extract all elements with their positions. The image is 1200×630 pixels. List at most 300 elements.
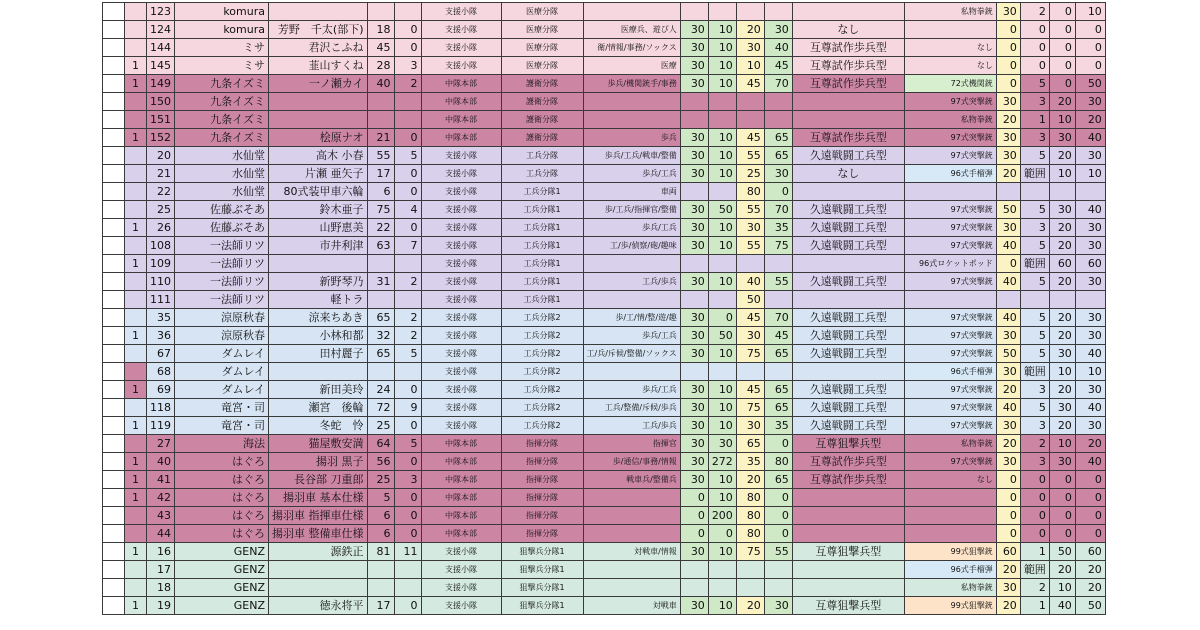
stat-cell[interactable]: 3 — [394, 471, 421, 489]
player-cell[interactable]: ダムレイ — [175, 381, 269, 399]
stat-cell[interactable] — [367, 255, 394, 273]
id-cell[interactable]: 124 — [147, 21, 175, 39]
stat-cell[interactable]: 65 — [367, 345, 394, 363]
id-cell[interactable]: 119 — [147, 417, 175, 435]
margin-cell[interactable] — [103, 291, 125, 309]
body-type-cell[interactable]: 久遠戦闘工兵型 — [792, 273, 904, 291]
stat-green-cell[interactable]: 0 — [764, 489, 792, 507]
squad-cell[interactable]: 指揮分隊 — [501, 453, 583, 471]
role-cell[interactable]: 歩/工兵/指揮官/整備 — [583, 201, 680, 219]
stat-green-cell[interactable] — [708, 561, 736, 579]
weapon-stat-cell[interactable]: 2 — [1020, 3, 1049, 21]
weapon-cell[interactable]: 97式突撃銃 — [904, 417, 996, 435]
weapon-stat-cell[interactable]: 40 — [996, 309, 1020, 327]
weapon-stat-cell[interactable]: 5 — [1020, 399, 1049, 417]
role-cell[interactable]: 工兵/歩兵 — [583, 273, 680, 291]
margin-cell[interactable] — [103, 489, 125, 507]
margin-cell[interactable] — [103, 363, 125, 381]
role-cell[interactable]: 歩兵/工兵 — [583, 327, 680, 345]
platoon-cell[interactable]: 支援小隊 — [421, 543, 501, 561]
stat-green-cell[interactable] — [764, 111, 792, 129]
margin-cell[interactable] — [103, 507, 125, 525]
player-cell[interactable]: 涼原秋春 — [175, 327, 269, 345]
stat-green-cell[interactable]: 30 — [680, 309, 708, 327]
stat-cell[interactable]: 5 — [394, 147, 421, 165]
stat-green-cell[interactable]: 30 — [764, 165, 792, 183]
body-type-cell[interactable] — [792, 507, 904, 525]
weapon-stat-cell[interactable]: 5 — [1020, 327, 1049, 345]
margin-cell[interactable] — [103, 129, 125, 147]
stat-green-cell[interactable]: 10 — [708, 147, 736, 165]
weapon-cell[interactable] — [904, 291, 996, 309]
stat-cell[interactable]: 64 — [367, 435, 394, 453]
role-cell[interactable] — [583, 363, 680, 381]
weapon-cell[interactable]: 99式狙撃銃 — [904, 543, 996, 561]
stat-green-cell[interactable]: 0 — [680, 489, 708, 507]
stat-green-cell[interactable]: 45 — [764, 327, 792, 345]
stat-cell[interactable]: 2 — [394, 273, 421, 291]
stat-cell[interactable]: 0 — [394, 453, 421, 471]
weapon-stat-cell[interactable]: 10 — [1075, 363, 1105, 381]
platoon-cell[interactable]: 支援小隊 — [421, 381, 501, 399]
weapon-stat-cell[interactable]: 20 — [996, 165, 1020, 183]
weapon-stat-cell[interactable]: 50 — [1049, 543, 1075, 561]
flag-cell[interactable]: 1 — [125, 453, 147, 471]
flag-cell[interactable]: 1 — [125, 219, 147, 237]
weapon-stat-cell[interactable]: 30 — [1049, 129, 1075, 147]
stat-cell[interactable]: 5 — [394, 345, 421, 363]
margin-cell[interactable] — [103, 309, 125, 327]
body-type-cell[interactable] — [792, 93, 904, 111]
weapon-stat-cell[interactable]: 範囲 — [1020, 165, 1049, 183]
id-cell[interactable]: 109 — [147, 255, 175, 273]
flag-cell[interactable]: 1 — [125, 327, 147, 345]
weapon-stat-cell[interactable]: 5 — [1020, 75, 1049, 93]
flag-cell[interactable] — [125, 93, 147, 111]
player-cell[interactable]: はぐろ — [175, 489, 269, 507]
role-cell[interactable]: 対戦車/情報 — [583, 543, 680, 561]
weapon-stat-cell[interactable]: 10 — [1049, 111, 1075, 129]
weapon-stat-cell[interactable]: 3 — [1020, 417, 1049, 435]
stat-yellow-cell[interactable]: 40 — [736, 273, 764, 291]
weapon-stat-cell[interactable]: 0 — [1020, 471, 1049, 489]
platoon-cell[interactable]: 中隊本部 — [421, 489, 501, 507]
weapon-cell[interactable]: 97式突撃銃 — [904, 147, 996, 165]
player-cell[interactable]: komura — [175, 3, 269, 21]
character-name-cell[interactable]: 冬蛇 怜 — [269, 417, 368, 435]
squad-cell[interactable]: 工兵分隊2 — [501, 309, 583, 327]
body-type-cell[interactable]: 互尊試作歩兵型 — [792, 129, 904, 147]
body-type-cell[interactable]: 久遠戦闘工兵型 — [792, 417, 904, 435]
player-cell[interactable]: 竜宮・司 — [175, 417, 269, 435]
stat-cell[interactable]: 22 — [367, 219, 394, 237]
stat-green-cell[interactable]: 30 — [680, 39, 708, 57]
id-cell[interactable]: 110 — [147, 273, 175, 291]
flag-cell[interactable] — [125, 147, 147, 165]
stat-green-cell[interactable]: 30 — [764, 597, 792, 615]
role-cell[interactable]: 医療 — [583, 57, 680, 75]
character-name-cell[interactable]: 新田美玲 — [269, 381, 368, 399]
stat-yellow-cell[interactable]: 80 — [736, 183, 764, 201]
body-type-cell[interactable]: 久遠戦闘工兵型 — [792, 237, 904, 255]
weapon-stat-cell[interactable]: 10 — [1075, 165, 1105, 183]
weapon-stat-cell[interactable]: 0 — [1075, 57, 1105, 75]
role-cell[interactable]: 工/歩/偵察/砲/趣味 — [583, 237, 680, 255]
weapon-stat-cell[interactable]: 20 — [1049, 561, 1075, 579]
weapon-stat-cell[interactable] — [1049, 183, 1075, 201]
flag-cell[interactable] — [125, 525, 147, 543]
weapon-stat-cell[interactable]: 0 — [996, 255, 1020, 273]
stat-yellow-cell[interactable]: 10 — [736, 57, 764, 75]
stat-green-cell[interactable] — [680, 183, 708, 201]
stat-cell[interactable]: 2 — [394, 309, 421, 327]
weapon-stat-cell[interactable]: 1 — [1020, 543, 1049, 561]
role-cell[interactable]: 車両 — [583, 183, 680, 201]
stat-yellow-cell[interactable]: 45 — [736, 75, 764, 93]
character-name-cell[interactable]: 長谷部 刀重郎 — [269, 471, 368, 489]
platoon-cell[interactable]: 支援小隊 — [421, 21, 501, 39]
squad-cell[interactable]: 狙撃兵分隊1 — [501, 597, 583, 615]
stat-cell[interactable]: 55 — [367, 147, 394, 165]
margin-cell[interactable] — [103, 147, 125, 165]
weapon-stat-cell[interactable]: 40 — [1075, 453, 1105, 471]
weapon-stat-cell[interactable]: 30 — [1075, 219, 1105, 237]
stat-green-cell[interactable]: 30 — [680, 57, 708, 75]
weapon-stat-cell[interactable] — [996, 183, 1020, 201]
weapon-stat-cell[interactable]: 3 — [1020, 129, 1049, 147]
weapon-stat-cell[interactable]: 40 — [1075, 201, 1105, 219]
stat-yellow-cell[interactable] — [736, 93, 764, 111]
weapon-cell[interactable]: 97式突撃銃 — [904, 399, 996, 417]
stat-green-cell[interactable]: 40 — [764, 39, 792, 57]
stat-green-cell[interactable]: 35 — [764, 219, 792, 237]
weapon-stat-cell[interactable]: 20 — [996, 597, 1020, 615]
stat-green-cell[interactable] — [708, 3, 736, 21]
margin-cell[interactable] — [103, 39, 125, 57]
player-cell[interactable]: 水仙堂 — [175, 147, 269, 165]
stat-yellow-cell[interactable]: 20 — [736, 471, 764, 489]
id-cell[interactable]: 25 — [147, 201, 175, 219]
squad-cell[interactable]: 指揮分隊 — [501, 489, 583, 507]
weapon-stat-cell[interactable]: 2 — [1020, 435, 1049, 453]
player-cell[interactable]: 一法師リツ — [175, 291, 269, 309]
flag-cell[interactable]: 1 — [125, 75, 147, 93]
squad-cell[interactable]: 工兵分隊1 — [501, 237, 583, 255]
stat-green-cell[interactable]: 55 — [764, 543, 792, 561]
weapon-stat-cell[interactable]: 60 — [1049, 255, 1075, 273]
flag-cell[interactable]: 1 — [125, 255, 147, 273]
stat-yellow-cell[interactable]: 20 — [736, 21, 764, 39]
character-name-cell[interactable] — [269, 111, 368, 129]
weapon-stat-cell[interactable]: 30 — [1075, 93, 1105, 111]
platoon-cell[interactable]: 中隊本部 — [421, 129, 501, 147]
weapon-stat-cell[interactable]: 30 — [1075, 327, 1105, 345]
platoon-cell[interactable]: 支援小隊 — [421, 3, 501, 21]
platoon-cell[interactable]: 支援小隊 — [421, 345, 501, 363]
stat-green-cell[interactable]: 30 — [680, 237, 708, 255]
platoon-cell[interactable]: 中隊本部 — [421, 111, 501, 129]
squad-cell[interactable]: 医療分隊 — [501, 57, 583, 75]
stat-cell[interactable] — [394, 255, 421, 273]
character-name-cell[interactable]: 君沢こふね — [269, 39, 368, 57]
weapon-stat-cell[interactable]: 60 — [1075, 255, 1105, 273]
player-cell[interactable]: GENZ — [175, 561, 269, 579]
body-type-cell[interactable] — [792, 291, 904, 309]
weapon-stat-cell[interactable]: 0 — [1020, 39, 1049, 57]
weapon-stat-cell[interactable]: 30 — [996, 129, 1020, 147]
weapon-stat-cell[interactable]: 20 — [1075, 111, 1105, 129]
squad-cell[interactable]: 指揮分隊 — [501, 471, 583, 489]
stat-green-cell[interactable]: 0 — [680, 507, 708, 525]
player-cell[interactable]: 九条イズミ — [175, 93, 269, 111]
weapon-stat-cell[interactable]: 30 — [1049, 453, 1075, 471]
weapon-stat-cell[interactable]: 30 — [996, 93, 1020, 111]
weapon-stat-cell[interactable]: 20 — [1049, 219, 1075, 237]
character-name-cell[interactable] — [269, 579, 368, 597]
weapon-cell[interactable]: 97式突撃銃 — [904, 129, 996, 147]
weapon-stat-cell[interactable]: 30 — [1049, 399, 1075, 417]
platoon-cell[interactable]: 中隊本部 — [421, 471, 501, 489]
character-name-cell[interactable] — [269, 255, 368, 273]
weapon-stat-cell[interactable]: 50 — [1075, 597, 1105, 615]
stat-green-cell[interactable]: 10 — [708, 75, 736, 93]
body-type-cell[interactable]: 互尊試作歩兵型 — [792, 39, 904, 57]
stat-cell[interactable]: 2 — [394, 75, 421, 93]
id-cell[interactable]: 152 — [147, 129, 175, 147]
player-cell[interactable]: GENZ — [175, 579, 269, 597]
stat-green-cell[interactable] — [680, 111, 708, 129]
squad-cell[interactable]: 医療分隊 — [501, 39, 583, 57]
weapon-stat-cell[interactable]: 0 — [996, 57, 1020, 75]
margin-cell[interactable] — [103, 111, 125, 129]
role-cell[interactable]: 歩兵/機関銃手/事務 — [583, 75, 680, 93]
stat-cell[interactable]: 63 — [367, 237, 394, 255]
role-cell[interactable] — [583, 507, 680, 525]
character-name-cell[interactable]: 揚羽 黒子 — [269, 453, 368, 471]
weapon-stat-cell[interactable]: 30 — [996, 363, 1020, 381]
platoon-cell[interactable]: 支援小隊 — [421, 417, 501, 435]
role-cell[interactable]: 衛/情報/事務/ソックス — [583, 39, 680, 57]
weapon-stat-cell[interactable]: 30 — [1049, 345, 1075, 363]
stat-green-cell[interactable] — [680, 291, 708, 309]
role-cell[interactable]: 指揮官 — [583, 435, 680, 453]
margin-cell[interactable] — [103, 273, 125, 291]
weapon-cell[interactable] — [904, 21, 996, 39]
character-name-cell[interactable]: 猫屋敷安満 — [269, 435, 368, 453]
role-cell[interactable] — [583, 111, 680, 129]
margin-cell[interactable] — [103, 471, 125, 489]
stat-yellow-cell[interactable]: 80 — [736, 507, 764, 525]
body-type-cell[interactable]: 久遠戦闘工兵型 — [792, 219, 904, 237]
stat-yellow-cell[interactable]: 45 — [736, 309, 764, 327]
player-cell[interactable]: ミサ — [175, 39, 269, 57]
stat-green-cell[interactable]: 10 — [708, 417, 736, 435]
margin-cell[interactable] — [103, 525, 125, 543]
weapon-stat-cell[interactable]: 40 — [1075, 345, 1105, 363]
player-cell[interactable]: はぐろ — [175, 525, 269, 543]
weapon-stat-cell[interactable]: 20 — [996, 381, 1020, 399]
weapon-stat-cell[interactable]: 5 — [1020, 147, 1049, 165]
weapon-cell[interactable] — [904, 183, 996, 201]
weapon-stat-cell[interactable]: 30 — [1075, 381, 1105, 399]
stat-green-cell[interactable]: 80 — [764, 453, 792, 471]
role-cell[interactable]: 歩兵/工兵 — [583, 165, 680, 183]
stat-cell[interactable]: 28 — [367, 57, 394, 75]
id-cell[interactable]: 19 — [147, 597, 175, 615]
platoon-cell[interactable]: 支援小隊 — [421, 273, 501, 291]
stat-green-cell[interactable] — [680, 579, 708, 597]
player-cell[interactable]: 一法師リツ — [175, 237, 269, 255]
body-type-cell[interactable]: 久遠戦闘工兵型 — [792, 327, 904, 345]
stat-green-cell[interactable]: 50 — [708, 327, 736, 345]
weapon-cell[interactable]: なし — [904, 471, 996, 489]
id-cell[interactable]: 16 — [147, 543, 175, 561]
stat-yellow-cell[interactable]: 35 — [736, 453, 764, 471]
squad-cell[interactable]: 狙撃兵分隊1 — [501, 561, 583, 579]
platoon-cell[interactable]: 支援小隊 — [421, 165, 501, 183]
role-cell[interactable]: 歩兵 — [583, 129, 680, 147]
weapon-stat-cell[interactable]: 10 — [1049, 363, 1075, 381]
weapon-stat-cell[interactable]: 0 — [1020, 525, 1049, 543]
stat-cell[interactable]: 4 — [394, 201, 421, 219]
margin-cell[interactable] — [103, 201, 125, 219]
weapon-stat-cell[interactable]: 60 — [1075, 543, 1105, 561]
stat-cell[interactable]: 0 — [394, 129, 421, 147]
role-cell[interactable]: 対戦車 — [583, 597, 680, 615]
weapon-stat-cell[interactable]: 範囲 — [1020, 255, 1049, 273]
stat-cell[interactable]: 45 — [367, 39, 394, 57]
stat-green-cell[interactable]: 30 — [764, 21, 792, 39]
stat-cell[interactable]: 9 — [394, 399, 421, 417]
body-type-cell[interactable]: なし — [792, 165, 904, 183]
stat-yellow-cell[interactable]: 30 — [736, 417, 764, 435]
player-cell[interactable]: はぐろ — [175, 507, 269, 525]
stat-yellow-cell[interactable]: 65 — [736, 435, 764, 453]
stat-cell[interactable]: 0 — [394, 381, 421, 399]
stat-cell[interactable] — [394, 579, 421, 597]
body-type-cell[interactable]: 久遠戦闘工兵型 — [792, 399, 904, 417]
stat-green-cell[interactable]: 10 — [708, 597, 736, 615]
id-cell[interactable]: 26 — [147, 219, 175, 237]
body-type-cell[interactable] — [792, 489, 904, 507]
weapon-cell[interactable]: 私物拳銃 — [904, 111, 996, 129]
stat-green-cell[interactable]: 65 — [764, 345, 792, 363]
weapon-stat-cell[interactable]: 0 — [996, 507, 1020, 525]
weapon-stat-cell[interactable]: 0 — [1075, 21, 1105, 39]
stat-yellow-cell[interactable]: 50 — [736, 291, 764, 309]
player-cell[interactable]: 水仙堂 — [175, 183, 269, 201]
stat-green-cell[interactable] — [764, 255, 792, 273]
stat-green-cell[interactable] — [764, 3, 792, 21]
flag-cell[interactable] — [125, 237, 147, 255]
weapon-stat-cell[interactable]: 20 — [1049, 273, 1075, 291]
stat-green-cell[interactable] — [764, 363, 792, 381]
stat-yellow-cell[interactable]: 20 — [736, 597, 764, 615]
role-cell[interactable] — [583, 489, 680, 507]
character-name-cell[interactable]: 80式装甲車六輪 — [269, 183, 368, 201]
flag-cell[interactable]: 1 — [125, 597, 147, 615]
stat-cell[interactable] — [367, 363, 394, 381]
weapon-stat-cell[interactable]: 0 — [1075, 471, 1105, 489]
stat-yellow-cell[interactable]: 45 — [736, 381, 764, 399]
stat-green-cell[interactable]: 30 — [680, 129, 708, 147]
weapon-stat-cell[interactable]: 20 — [1049, 309, 1075, 327]
stat-cell[interactable]: 6 — [367, 525, 394, 543]
id-cell[interactable]: 118 — [147, 399, 175, 417]
squad-cell[interactable]: 工兵分隊2 — [501, 399, 583, 417]
weapon-cell[interactable]: 97式突撃銃 — [904, 381, 996, 399]
player-cell[interactable]: 九条イズミ — [175, 75, 269, 93]
stat-cell[interactable] — [394, 291, 421, 309]
body-type-cell[interactable]: 互尊狙撃兵型 — [792, 435, 904, 453]
flag-cell[interactable] — [125, 165, 147, 183]
stat-green-cell[interactable]: 30 — [680, 345, 708, 363]
margin-cell[interactable] — [103, 327, 125, 345]
weapon-cell[interactable]: 97式突撃銃 — [904, 93, 996, 111]
weapon-stat-cell[interactable]: 20 — [996, 561, 1020, 579]
weapon-stat-cell[interactable]: 50 — [996, 201, 1020, 219]
stat-green-cell[interactable]: 70 — [764, 201, 792, 219]
weapon-stat-cell[interactable]: 20 — [1075, 579, 1105, 597]
flag-cell[interactable] — [125, 291, 147, 309]
player-cell[interactable]: ダムレイ — [175, 345, 269, 363]
character-name-cell[interactable]: 鈴木亜子 — [269, 201, 368, 219]
stat-cell[interactable]: 25 — [367, 417, 394, 435]
weapon-cell[interactable]: 97式突撃銃 — [904, 345, 996, 363]
character-name-cell[interactable] — [269, 3, 368, 21]
stat-green-cell[interactable] — [708, 255, 736, 273]
flag-cell[interactable] — [125, 183, 147, 201]
stat-cell[interactable]: 24 — [367, 381, 394, 399]
weapon-stat-cell[interactable]: 30 — [996, 417, 1020, 435]
stat-green-cell[interactable] — [680, 255, 708, 273]
weapon-cell[interactable]: 97式突撃銃 — [904, 327, 996, 345]
margin-cell[interactable] — [103, 255, 125, 273]
id-cell[interactable]: 44 — [147, 525, 175, 543]
stat-cell[interactable] — [367, 93, 394, 111]
margin-cell[interactable] — [103, 57, 125, 75]
flag-cell[interactable] — [125, 39, 147, 57]
squad-cell[interactable]: 指揮分隊 — [501, 525, 583, 543]
squad-cell[interactable]: 工兵分隊1 — [501, 219, 583, 237]
weapon-stat-cell[interactable]: 30 — [996, 579, 1020, 597]
margin-cell[interactable] — [103, 219, 125, 237]
weapon-cell[interactable]: 97式突撃銃 — [904, 201, 996, 219]
role-cell[interactable] — [583, 255, 680, 273]
stat-yellow-cell[interactable]: 75 — [736, 399, 764, 417]
squad-cell[interactable]: 狙撃兵分隊1 — [501, 579, 583, 597]
weapon-stat-cell[interactable]: 0 — [1020, 21, 1049, 39]
role-cell[interactable] — [583, 525, 680, 543]
weapon-stat-cell[interactable]: 0 — [1075, 489, 1105, 507]
role-cell[interactable] — [583, 3, 680, 21]
stat-yellow-cell[interactable] — [736, 111, 764, 129]
platoon-cell[interactable]: 中隊本部 — [421, 507, 501, 525]
player-cell[interactable]: はぐろ — [175, 471, 269, 489]
stat-green-cell[interactable]: 45 — [764, 57, 792, 75]
weapon-stat-cell[interactable]: 30 — [1049, 201, 1075, 219]
stat-cell[interactable] — [394, 3, 421, 21]
squad-cell[interactable]: 指揮分隊 — [501, 435, 583, 453]
stat-green-cell[interactable]: 10 — [708, 381, 736, 399]
role-cell[interactable]: 戦車兵/整備兵 — [583, 471, 680, 489]
stat-green-cell[interactable]: 272 — [708, 453, 736, 471]
flag-cell[interactable]: 1 — [125, 543, 147, 561]
character-name-cell[interactable]: 涼来ちあき — [269, 309, 368, 327]
stat-green-cell[interactable]: 10 — [708, 57, 736, 75]
player-cell[interactable]: 竜宮・司 — [175, 399, 269, 417]
stat-green-cell[interactable]: 30 — [680, 21, 708, 39]
